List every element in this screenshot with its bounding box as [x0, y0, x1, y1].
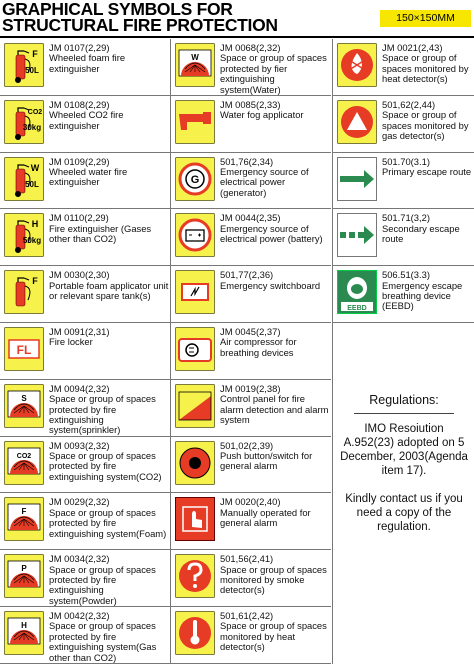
regulations-heading: Regulations:	[369, 393, 439, 407]
regulations-divider	[354, 413, 454, 414]
symbol-text	[220, 100, 330, 121]
symbol-entry	[333, 39, 474, 96]
symbol-description: Space or group of spaces monitored by smoke detector(s)	[220, 563, 327, 596]
symbol-code: JM 0029(2,32)	[49, 496, 110, 508]
symbol-description: Emergency source of electrical power (battery)	[220, 222, 323, 245]
water-fog-applicator-icon	[175, 100, 215, 144]
symbol-code: JM 0108(2,29)	[49, 98, 110, 110]
symbol-description: Water fog applicator	[220, 109, 304, 121]
symbol-entry	[333, 266, 474, 323]
symbol-entry	[171, 96, 331, 153]
flame-detector-icon	[337, 43, 377, 87]
icon-label: 50L	[25, 179, 39, 189]
symbol-text	[382, 213, 473, 244]
symbol-text	[49, 384, 169, 436]
symbol-entry	[171, 380, 331, 437]
symbol-entry	[171, 39, 331, 96]
symbol-code: JM 0021(2,43)	[382, 42, 443, 53]
symbol-code: 506.51(3.3)	[382, 269, 430, 281]
symbol-description: Space or group of spaces protected by fire extinguishing system(Powder)	[49, 563, 156, 606]
title-line-2: STRUCTURAL FIRE PROTECTION	[2, 15, 278, 35]
symbol-text	[220, 497, 330, 528]
water-system-icon	[175, 43, 215, 87]
symbol-column-3	[333, 39, 474, 664]
symbol-entry	[0, 607, 170, 664]
symbol-description: Portable foam applicator unit or relevant spare tank(s)	[49, 279, 169, 301]
symbol-description: Wheeled foam fire extinguisher	[49, 52, 126, 74]
symbol-description: Secondary escape route	[382, 222, 460, 245]
symbol-description: Space or group of spaces monitored by heat detector(s)	[220, 620, 327, 653]
symbol-entry	[171, 266, 331, 323]
symbol-description: Control panel for fire alarm detection and alarm system	[220, 393, 329, 426]
symbol-code: JM 0042(2,32)	[49, 610, 110, 621]
symbol-entry	[171, 209, 331, 266]
symbol-text	[382, 43, 473, 85]
battery-icon	[175, 213, 215, 257]
symbol-text	[220, 611, 330, 653]
symbol-code: 501.71(3,2)	[382, 212, 430, 224]
symbol-text	[49, 497, 169, 539]
symbol-text	[220, 43, 330, 95]
icon-label: W	[191, 53, 199, 62]
secondary-escape-arrow-icon	[337, 213, 377, 257]
symbol-entry	[0, 550, 170, 607]
symbol-entry	[0, 323, 170, 380]
icon-label: CO2	[27, 108, 43, 116]
symbol-column-2	[171, 39, 331, 664]
icon-label: 50L	[25, 66, 39, 75]
symbol-description: Air compressor for breathing devices	[220, 336, 297, 358]
symbol-entry	[333, 96, 474, 153]
page-header	[0, 0, 474, 38]
symbol-entry	[0, 153, 170, 210]
symbol-text	[49, 554, 169, 606]
symbol-text	[220, 441, 330, 472]
symbol-text	[49, 327, 169, 348]
eebd-icon	[337, 270, 377, 314]
symbol-text	[49, 100, 169, 131]
symbol-description: Space or group of spaces protected by fier extinguishing system(Water)	[220, 52, 327, 95]
header-rule	[0, 36, 474, 38]
icon-label: G	[190, 173, 200, 186]
icon-label: H	[21, 621, 27, 630]
symbol-text	[49, 270, 169, 301]
symbol-entry	[0, 493, 170, 550]
regulations-body: IMO Resoiution A.952(23) adopted on 5 December, 2003(Agenda item 17).	[340, 423, 468, 477]
symbol-description: Emergency source of electrical power (generator)	[220, 166, 309, 198]
symbol-entry	[171, 437, 331, 494]
symbol-grid	[0, 39, 474, 664]
symbol-description: Space or group of spaces monitored by gas detector(s)	[382, 109, 469, 142]
wheeled-gas-extinguisher-icon	[4, 213, 44, 257]
symbol-description: Primary escape route	[382, 166, 472, 177]
symbol-code: 501,02(2,39)	[220, 439, 274, 451]
symbol-code: JM 0030(2,30)	[49, 269, 110, 281]
co2-system-icon	[4, 441, 44, 485]
page-title	[2, 1, 278, 33]
icon-label: W	[30, 162, 40, 173]
generator-icon	[175, 157, 215, 201]
symbol-code: 501.70(3.1)	[382, 155, 430, 167]
symbol-entry	[0, 96, 170, 153]
icon-label: CO2	[16, 452, 32, 460]
symbol-entry	[0, 209, 170, 266]
symbol-description: Push button/switch for general alarm	[220, 450, 313, 472]
symbol-code: JM 0107(2,29)	[49, 42, 110, 53]
gas-system-icon	[4, 611, 44, 655]
icon-label: S	[21, 393, 27, 403]
foam-system-icon	[4, 497, 44, 541]
symbol-entry	[171, 153, 331, 210]
symbol-description: Wheeled CO2 fire extinguisher	[49, 109, 124, 131]
switchboard-icon	[175, 270, 215, 314]
symbol-text	[382, 157, 473, 178]
symbol-text	[220, 157, 330, 199]
symbol-text	[382, 270, 473, 312]
symbol-text	[49, 157, 169, 188]
symbol-code: JM 0068(2,32)	[220, 42, 281, 53]
powder-system-icon	[4, 554, 44, 598]
icon-label: F	[21, 507, 27, 517]
symbol-description: Space or group of spaces protected by fire extinguishing system(Gas other than CO2)	[49, 620, 157, 663]
symbol-entry	[333, 153, 474, 210]
portable-foam-applicator-icon	[4, 270, 44, 314]
regulations-contact: Kindly contact us if you need a copy of the regulation.	[345, 493, 463, 533]
symbol-entry	[171, 550, 331, 607]
manual-alarm-icon	[175, 497, 215, 541]
symbol-entry	[171, 323, 331, 380]
symbol-text	[220, 554, 330, 596]
symbol-code: JM 0034(2,32)	[49, 553, 110, 565]
control-panel-icon	[175, 384, 215, 428]
symbol-text	[49, 43, 169, 74]
symbol-code: 501,77(2,36)	[220, 269, 274, 281]
symbol-entry	[0, 39, 170, 96]
symbol-code: JM 0091(2,31)	[49, 326, 110, 337]
air-compressor-icon	[175, 327, 215, 371]
symbol-text	[220, 213, 330, 244]
symbol-entry	[333, 209, 474, 266]
heat-detector-icon	[175, 611, 215, 655]
symbol-code: JM 0109(2,29)	[49, 155, 110, 167]
symbol-code: JM 0085(2,33)	[220, 98, 281, 110]
symbol-description: Emergency escape breathing device (EEBD)	[382, 279, 463, 312]
icon-label: FL	[16, 343, 32, 357]
icon-label: 50kg	[22, 236, 42, 246]
wheeled-co2-extinguisher-icon	[4, 100, 44, 144]
icon-label: F	[32, 276, 38, 287]
symbol-description: Wheeled water fire extinguisher	[49, 166, 128, 188]
symbol-code: JM 0110(2,29)	[49, 212, 109, 224]
symbol-code: 501,56(2,41)	[220, 553, 274, 565]
symbol-entry	[171, 607, 331, 664]
symbol-description: Fire extinguisher (Gases other than CO2)	[49, 222, 152, 245]
symbol-entry	[0, 437, 170, 494]
symbol-column-1	[0, 39, 170, 664]
push-button-icon	[175, 441, 215, 485]
symbol-code: 501,62(2,44)	[382, 98, 436, 110]
symbol-code: 501,61(2,42)	[220, 610, 274, 621]
primary-escape-arrow-icon	[337, 157, 377, 201]
symbol-text	[49, 611, 169, 663]
symbol-description: Space or group of spaces protected by fire extinguishing system(CO2)	[49, 450, 162, 482]
icon-label: P	[21, 564, 27, 574]
size-badge: 150×150MM	[380, 10, 471, 27]
symbol-entry	[171, 493, 331, 550]
symbol-description: Emergency switchboard	[220, 279, 321, 291]
symbol-code: 501,76(2,34)	[220, 155, 274, 167]
symbol-description: Fire locker	[49, 336, 93, 348]
symbol-description: Manually operated for general alarm	[220, 506, 311, 529]
symbol-text	[220, 384, 330, 426]
symbol-code: JM 0045(2,37)	[220, 326, 281, 337]
icon-label: 30kg	[22, 122, 42, 132]
symbol-text	[220, 327, 330, 358]
symbol-code: JM 0044(2,35)	[220, 212, 281, 224]
gas-detector-icon	[337, 100, 377, 144]
symbol-text	[49, 441, 169, 483]
icon-label: EEBD	[347, 305, 367, 313]
symbol-entry	[0, 380, 170, 437]
symbol-description: Space or group of spaces protected by fire extinguishing system(sprinkler)	[49, 393, 156, 436]
smoke-detector-icon	[175, 554, 215, 598]
symbol-description: Space or group of spaces protected by fire extinguishing system(Foam)	[49, 506, 167, 539]
symbol-code: JM 0019(2,38)	[220, 382, 281, 394]
fire-locker-icon	[4, 327, 44, 371]
symbol-code: JM 0020(2,40)	[220, 496, 281, 508]
symbol-entry	[0, 266, 170, 323]
wheeled-water-extinguisher-icon	[4, 157, 44, 201]
symbol-code: JM 0094(2,32)	[49, 382, 110, 394]
title-line-1: GRAPHICAL SYMBOLS FOR	[2, 0, 233, 19]
symbol-text	[220, 270, 330, 291]
symbol-text	[49, 213, 169, 244]
regulations-block	[338, 393, 470, 534]
symbol-code: JM 0093(2,32)	[49, 439, 110, 451]
symbol-text	[382, 100, 473, 142]
icon-label: F	[32, 49, 38, 59]
symbol-description: Space or group of spaces monitored by heat detector(s)	[382, 52, 469, 85]
wheeled-foam-extinguisher-icon	[4, 43, 44, 87]
icon-label: H	[31, 219, 39, 230]
sprinkler-system-icon	[4, 384, 44, 428]
